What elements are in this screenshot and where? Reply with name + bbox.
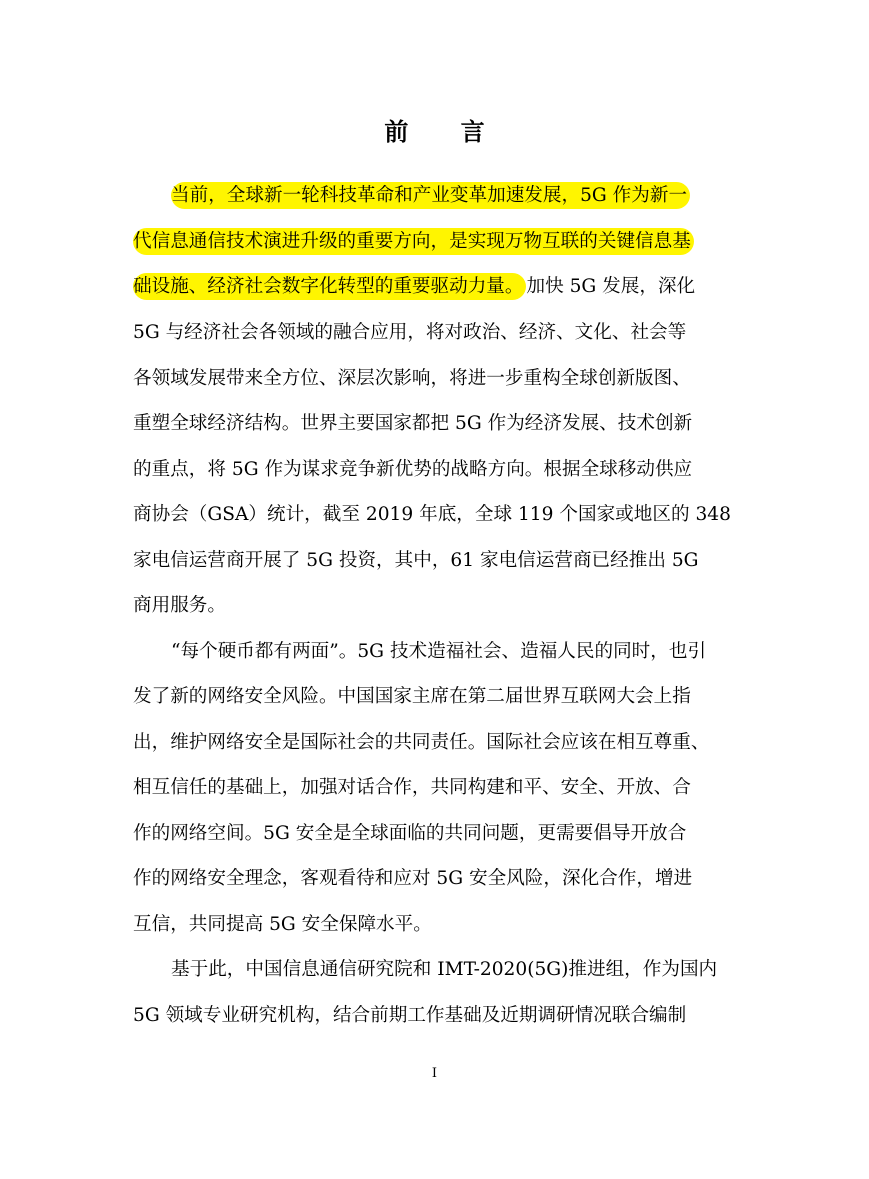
paragraph-1-line: 的重点，将 5G 作为谋求竞争新优势的战略方向。根据全球移动供应 — [133, 459, 693, 480]
paragraph-3-line: 5G 领域专业研究机构，结合前期工作基础及近期调研情况联合编制 — [133, 1005, 687, 1026]
paragraph-2-line: “每个硬币都有两面”。5G 技术造福社会、造福人民的同时，也引 — [171, 641, 707, 662]
paragraph-1-line: 各领域发展带来全方位、深层次影响，将进一步重构全球创新版图、 — [133, 368, 691, 389]
paragraph-2-line: 作的网络空间。5G 安全是全球面临的共同问题，更需要倡导开放合 — [133, 823, 687, 844]
page-title: 前 言 — [384, 117, 507, 146]
paragraph-1-line: 商协会（GSA）统计，截至 2019 年底，全球 119 个国家或地区的 348 — [133, 504, 731, 525]
highlighted-text: 础设施、经济社会数字化转型的重要驱动力量。 — [133, 273, 526, 300]
paragraph-1-line: 家电信运营商开展了 5G 投资，其中，61 家电信运营商已经推出 5G — [133, 550, 699, 571]
highlighted-text: 代信息通信技术演进升级的重要方向，是实现万物互联的关键信息基 — [133, 228, 694, 255]
paragraph-3-line: 基于此，中国信息通信研究院和 IMT-2020(5G)推进组，作为国内 — [171, 959, 718, 980]
paragraph-2-line: 出，维护网络安全是国际社会的共同责任。国际社会应该在相互尊重、 — [133, 732, 710, 753]
paragraph-2-line: 作的网络安全理念，客观看待和应对 5G 安全风险，深化合作，增进 — [133, 868, 693, 889]
paragraph-1-line-2 — [133, 226, 739, 258]
paragraph-1-line-3 — [133, 271, 739, 303]
paragraph-1-line: 商用服务。 — [133, 595, 226, 616]
highlighted-text: 当前，全球新一轮科技革命和产业变革加速发展，5G 作为新一 — [171, 182, 690, 209]
paragraph-2-line: 发了新的网络安全风险。中国国家主席在第二届世界互联网大会上指 — [133, 686, 691, 707]
paragraph-1-line-1 — [171, 180, 739, 212]
page-number: I — [431, 1066, 438, 1081]
paragraph-1-line: 重塑全球经济结构。世界主要国家都把 5G 作为经济发展、技术创新 — [133, 413, 693, 434]
paragraph-2-line: 互信，共同提高 5G 安全保障水平。 — [133, 914, 432, 935]
paragraph-1-line-3-rest: 加快 5G 发展，深化 — [526, 276, 696, 297]
paragraph-1-line: 5G 与经济社会各领域的融合应用，将对政治、经济、文化、社会等 — [133, 322, 687, 343]
paragraph-2-line: 相互信任的基础上，加强对话合作，共同构建和平、安全、开放、合 — [133, 777, 691, 798]
